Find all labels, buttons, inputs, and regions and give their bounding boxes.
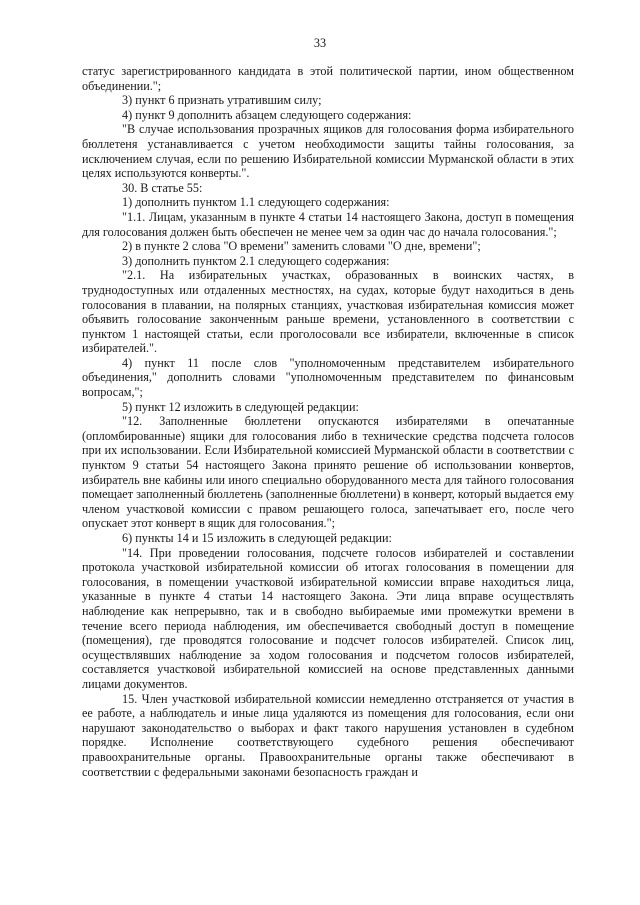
paragraph: "1.1. Лицам, указанным в пункте 4 статьи 14 настоящего Закона, доступ в помещения для голосования должен быть обеспечен не менее чем за один час до начала голосования."; (82, 209, 574, 239)
paragraph: "2.1. На избирательных участках, образованных в воинских частях, в труднодоступных или отдаленных местностях, на судах, которые будут находиться в день голосования в плавании, на полярных станциях, участковая избирательная комиссия может объявить голосование законченным раньше времени, установленного в соответствии с пунктом 1 настоящей статьи, если проголосовали все избиратели, включенные в список избирателей.". (82, 268, 574, 356)
paragraph: статус зарегистрированного кандидата в этой политической партии, ином общественном объединении."; (82, 64, 574, 93)
paragraph: "12. Заполненные бюллетени опускаются избирателями в опечатанные (опломбированные) ящики для голосования либо в технические средства подсчета голосов при их использовании. Если Избирательной комиссией Мурманской области в соответствии с пунктом 9 статьи 54 настоящего Закона принято решение об использовании конвертов, избиратель вне кабины или иного специально оборудованного места для тайного голосования помещает заполненный бюллетень (заполненные бюллетени) в конверт, который выдается ему членом участковой комиссии с правом решающего голоса, запечатывает его, после чего опускает этот конверт в ящик для голосования."; (82, 414, 574, 531)
page-number: 33 (313, 36, 327, 50)
paragraph: 15. Член участковой избирательной комиссии немедленно отстраняется от участия в ее работе, а наблюдатель и иные лица удаляются из помещения для голосования, если они нарушают законодательство о выборах и факт такого нарушения установлен в судебном порядке. Исполнение соответствующего судебного решения обеспечивают правоохранительные органы. Правоохранительные органы также обеспечивают в соответствии с федеральными законами безопасность граждан и (82, 691, 574, 779)
paragraph: 1) дополнить пунктом 1.1 следующего содержания: (122, 195, 390, 210)
paragraph: 3) пункт 6 признать утратившим силу; (122, 93, 322, 108)
paragraph: 5) пункт 12 изложить в следующей редакции: (122, 399, 359, 414)
paragraph: 4) пункт 9 дополнить абзацем следующего содержания: (122, 107, 412, 122)
paragraph: 30. В статье 55: (122, 180, 203, 195)
paragraph: 6) пункты 14 и 15 изложить в следующей редакции: (122, 531, 392, 545)
paragraph: "14. При проведении голосования, подсчете голосов избирателей и составлении протокола участковой избирательной комиссии об итогах голосования в помещении для голосования, в помещении участковой избирательной комиссии вправе находиться лица, указанные в пункте 4 статьи 14 настоящего Закона. Эти лица вправе осуществлять наблюдение как непрерывно, так и в свободно выбираемые ими промежутки времени в течение всего периода наблюдения, им обеспечивается свободный доступ в помещение (помещения), где проводятся голосование и подсчет голосов избирателей. Список лиц, осуществлявших наблюдение за ходом голосования и подсчетом голосов избирателей, составляется участковой избирательной комиссией на основе представленных данными лицами документов. (82, 545, 574, 691)
paragraph: "В случае использования прозрачных ящиков для голосования форма избирательного бюллетеня устанавливается с учетом необходимости защиты тайны голосования, за исключением случая, если по решению Избирательной комиссии Мурманской области в этих целях используются конверты.". (82, 122, 574, 181)
document-body (82, 64, 574, 779)
paragraph: 3) дополнить пунктом 2.1 следующего содержания: (122, 253, 390, 268)
paragraph: 2) в пункте 2 слова "О времени" заменить словами "О дне, времени"; (122, 239, 481, 254)
paragraph: 4) пункт 11 после слов "уполномоченным представителем избирательного объединения," дополнить словами "уполномоченным представителем по финансовым вопросам,"; (82, 355, 574, 400)
